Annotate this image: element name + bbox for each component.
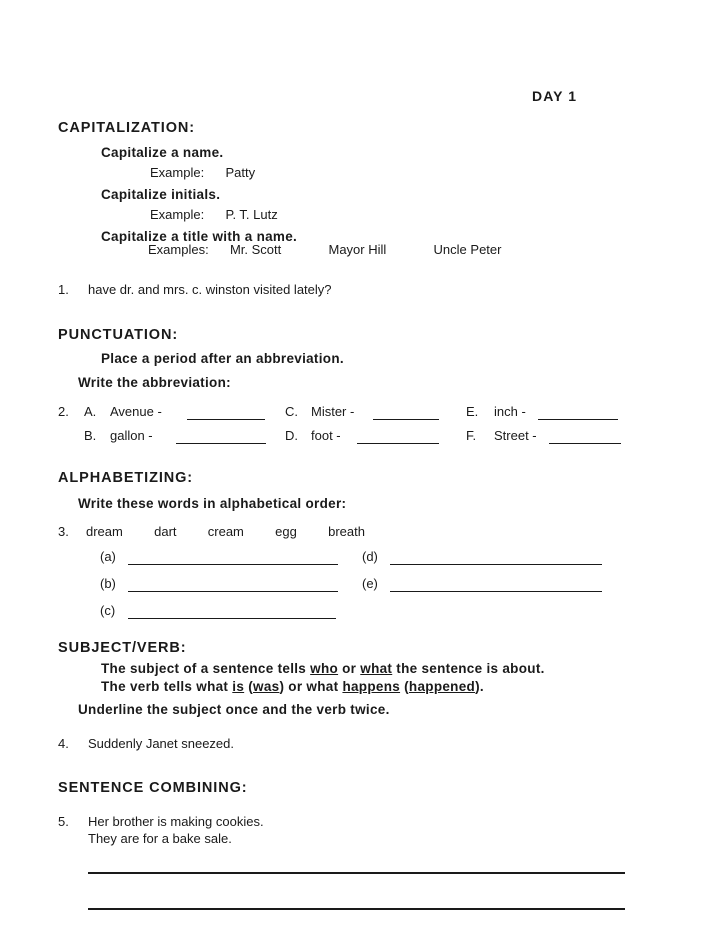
answer-blank-b[interactable]: [128, 591, 338, 592]
question-3-number: 3.: [58, 524, 69, 539]
punctuation-directive: Write the abbreviation:: [78, 375, 231, 390]
abbrev-blank-C[interactable]: [373, 419, 439, 420]
abbrev-blank-D[interactable]: [357, 443, 439, 444]
abbrev-item-F-word: Street -: [494, 428, 537, 443]
question-4-number: 4.: [58, 736, 69, 751]
question-1-number: 1.: [58, 282, 69, 297]
capitalization-example-2: [150, 207, 278, 222]
answer-label-b: (b): [100, 576, 116, 591]
example-value: Patty: [225, 165, 256, 180]
abbrev-item-F-letter: F.: [466, 428, 477, 443]
answer-blank-a[interactable]: [128, 564, 338, 565]
answer-label-c: (c): [100, 603, 116, 618]
abbrev-item-C-word: Mister -: [311, 404, 355, 419]
question-5-line-2: They are for a bake sale.: [88, 831, 232, 846]
rule-underlined-what: what: [360, 661, 393, 676]
day-label: DAY 1: [532, 88, 578, 104]
example-label: Example:: [150, 207, 205, 222]
answer-blank-c[interactable]: [128, 618, 336, 619]
rule-underlined-is: is: [232, 679, 245, 694]
question-4-text[interactable]: Suddenly Janet sneezed.: [88, 736, 234, 751]
sentence-combining-answer-line-2[interactable]: [88, 908, 625, 910]
section-heading-sentence-combining: SENTENCE COMBINING:: [58, 780, 248, 796]
rule-text: Capitalize a title with a name.: [101, 229, 298, 244]
abbrev-item-D-word: foot -: [311, 428, 341, 443]
word-item: breath: [328, 524, 365, 539]
rule-text-part: The verb tells what: [101, 679, 233, 694]
rule-text-part: (: [244, 679, 254, 694]
rule-underlined-happened: happened: [408, 679, 476, 694]
abbrev-item-E-word: inch -: [494, 404, 526, 419]
answer-blank-e[interactable]: [390, 591, 602, 592]
rule-text-part: ) or what: [279, 679, 343, 694]
rule-text-part: (: [400, 679, 409, 694]
subject-verb-rule-line-2: [101, 679, 484, 694]
section-heading-subject-verb: SUBJECT/VERB:: [58, 640, 187, 656]
abbrev-item-B-letter: B.: [84, 428, 97, 443]
capitalization-rule-1: [101, 145, 223, 160]
capitalization-rule-2: [101, 187, 220, 202]
abbrev-item-C-letter: C.: [285, 404, 298, 419]
example-value: Uncle Peter: [433, 242, 502, 257]
rule-underlined-who: who: [310, 661, 339, 676]
answer-label-a: (a): [100, 549, 116, 564]
capitalization-example-1: [150, 165, 255, 180]
abbrev-item-E-letter: E.: [466, 404, 479, 419]
example-value: Mr. Scott: [229, 242, 282, 257]
abbrev-blank-E[interactable]: [538, 419, 618, 420]
subject-verb-rule-line-1: [101, 661, 545, 676]
rule-text: Capitalize a name.: [101, 145, 224, 160]
answer-label-e: (e): [362, 576, 378, 591]
rule-underlined-happens: happens: [342, 679, 401, 694]
punctuation-rule: Place a period after an abbreviation.: [101, 351, 344, 366]
question-5-line-1: Her brother is making cookies.: [88, 814, 264, 829]
abbrev-item-A-letter: A.: [84, 404, 97, 419]
answer-blank-d[interactable]: [390, 564, 602, 565]
abbrev-blank-A[interactable]: [187, 419, 265, 420]
word-item: cream: [207, 524, 244, 539]
abbrev-item-A-word: Avenue -: [110, 404, 162, 419]
alphabetizing-directive: Write these words in alphabetical order:: [78, 496, 347, 511]
abbrev-item-B-word: gallon -: [110, 428, 153, 443]
section-heading-alphabetizing: ALPHABETIZING:: [58, 470, 194, 486]
word-item: dream: [86, 524, 123, 539]
word-item: egg: [275, 524, 297, 539]
question-3-word-list: [86, 524, 365, 539]
rule-text-part: or: [338, 661, 361, 676]
subject-verb-directive: Underline the subject once and the verb twice.: [78, 702, 390, 717]
abbrev-item-D-letter: D.: [285, 428, 298, 443]
rule-text: Capitalize initials.: [101, 187, 221, 202]
question-2-number: 2.: [58, 404, 69, 419]
capitalization-example-3: [148, 242, 501, 257]
example-value: P. T. Lutz: [225, 207, 278, 222]
sentence-combining-answer-line-1[interactable]: [88, 872, 625, 874]
answer-label-d: (d): [362, 549, 378, 564]
rule-text-part: ).: [475, 679, 484, 694]
abbrev-blank-B[interactable]: [176, 443, 266, 444]
question-1-text[interactable]: have dr. and mrs. c. winston visited lately?: [88, 282, 332, 297]
example-label: Examples:: [148, 242, 209, 257]
rule-text-part: the sentence is about.: [392, 661, 545, 676]
question-5-number: 5.: [58, 814, 69, 829]
rule-text-part: The subject of a sentence tells: [101, 661, 311, 676]
section-heading-punctuation: PUNCTUATION:: [58, 327, 179, 343]
section-heading-capitalization: CAPITALIZATION:: [58, 120, 195, 136]
example-label: Example:: [150, 165, 205, 180]
abbrev-blank-F[interactable]: [549, 443, 621, 444]
word-item: dart: [154, 524, 177, 539]
example-value: Mayor Hill: [328, 242, 387, 257]
rule-underlined-was: was: [253, 679, 280, 694]
